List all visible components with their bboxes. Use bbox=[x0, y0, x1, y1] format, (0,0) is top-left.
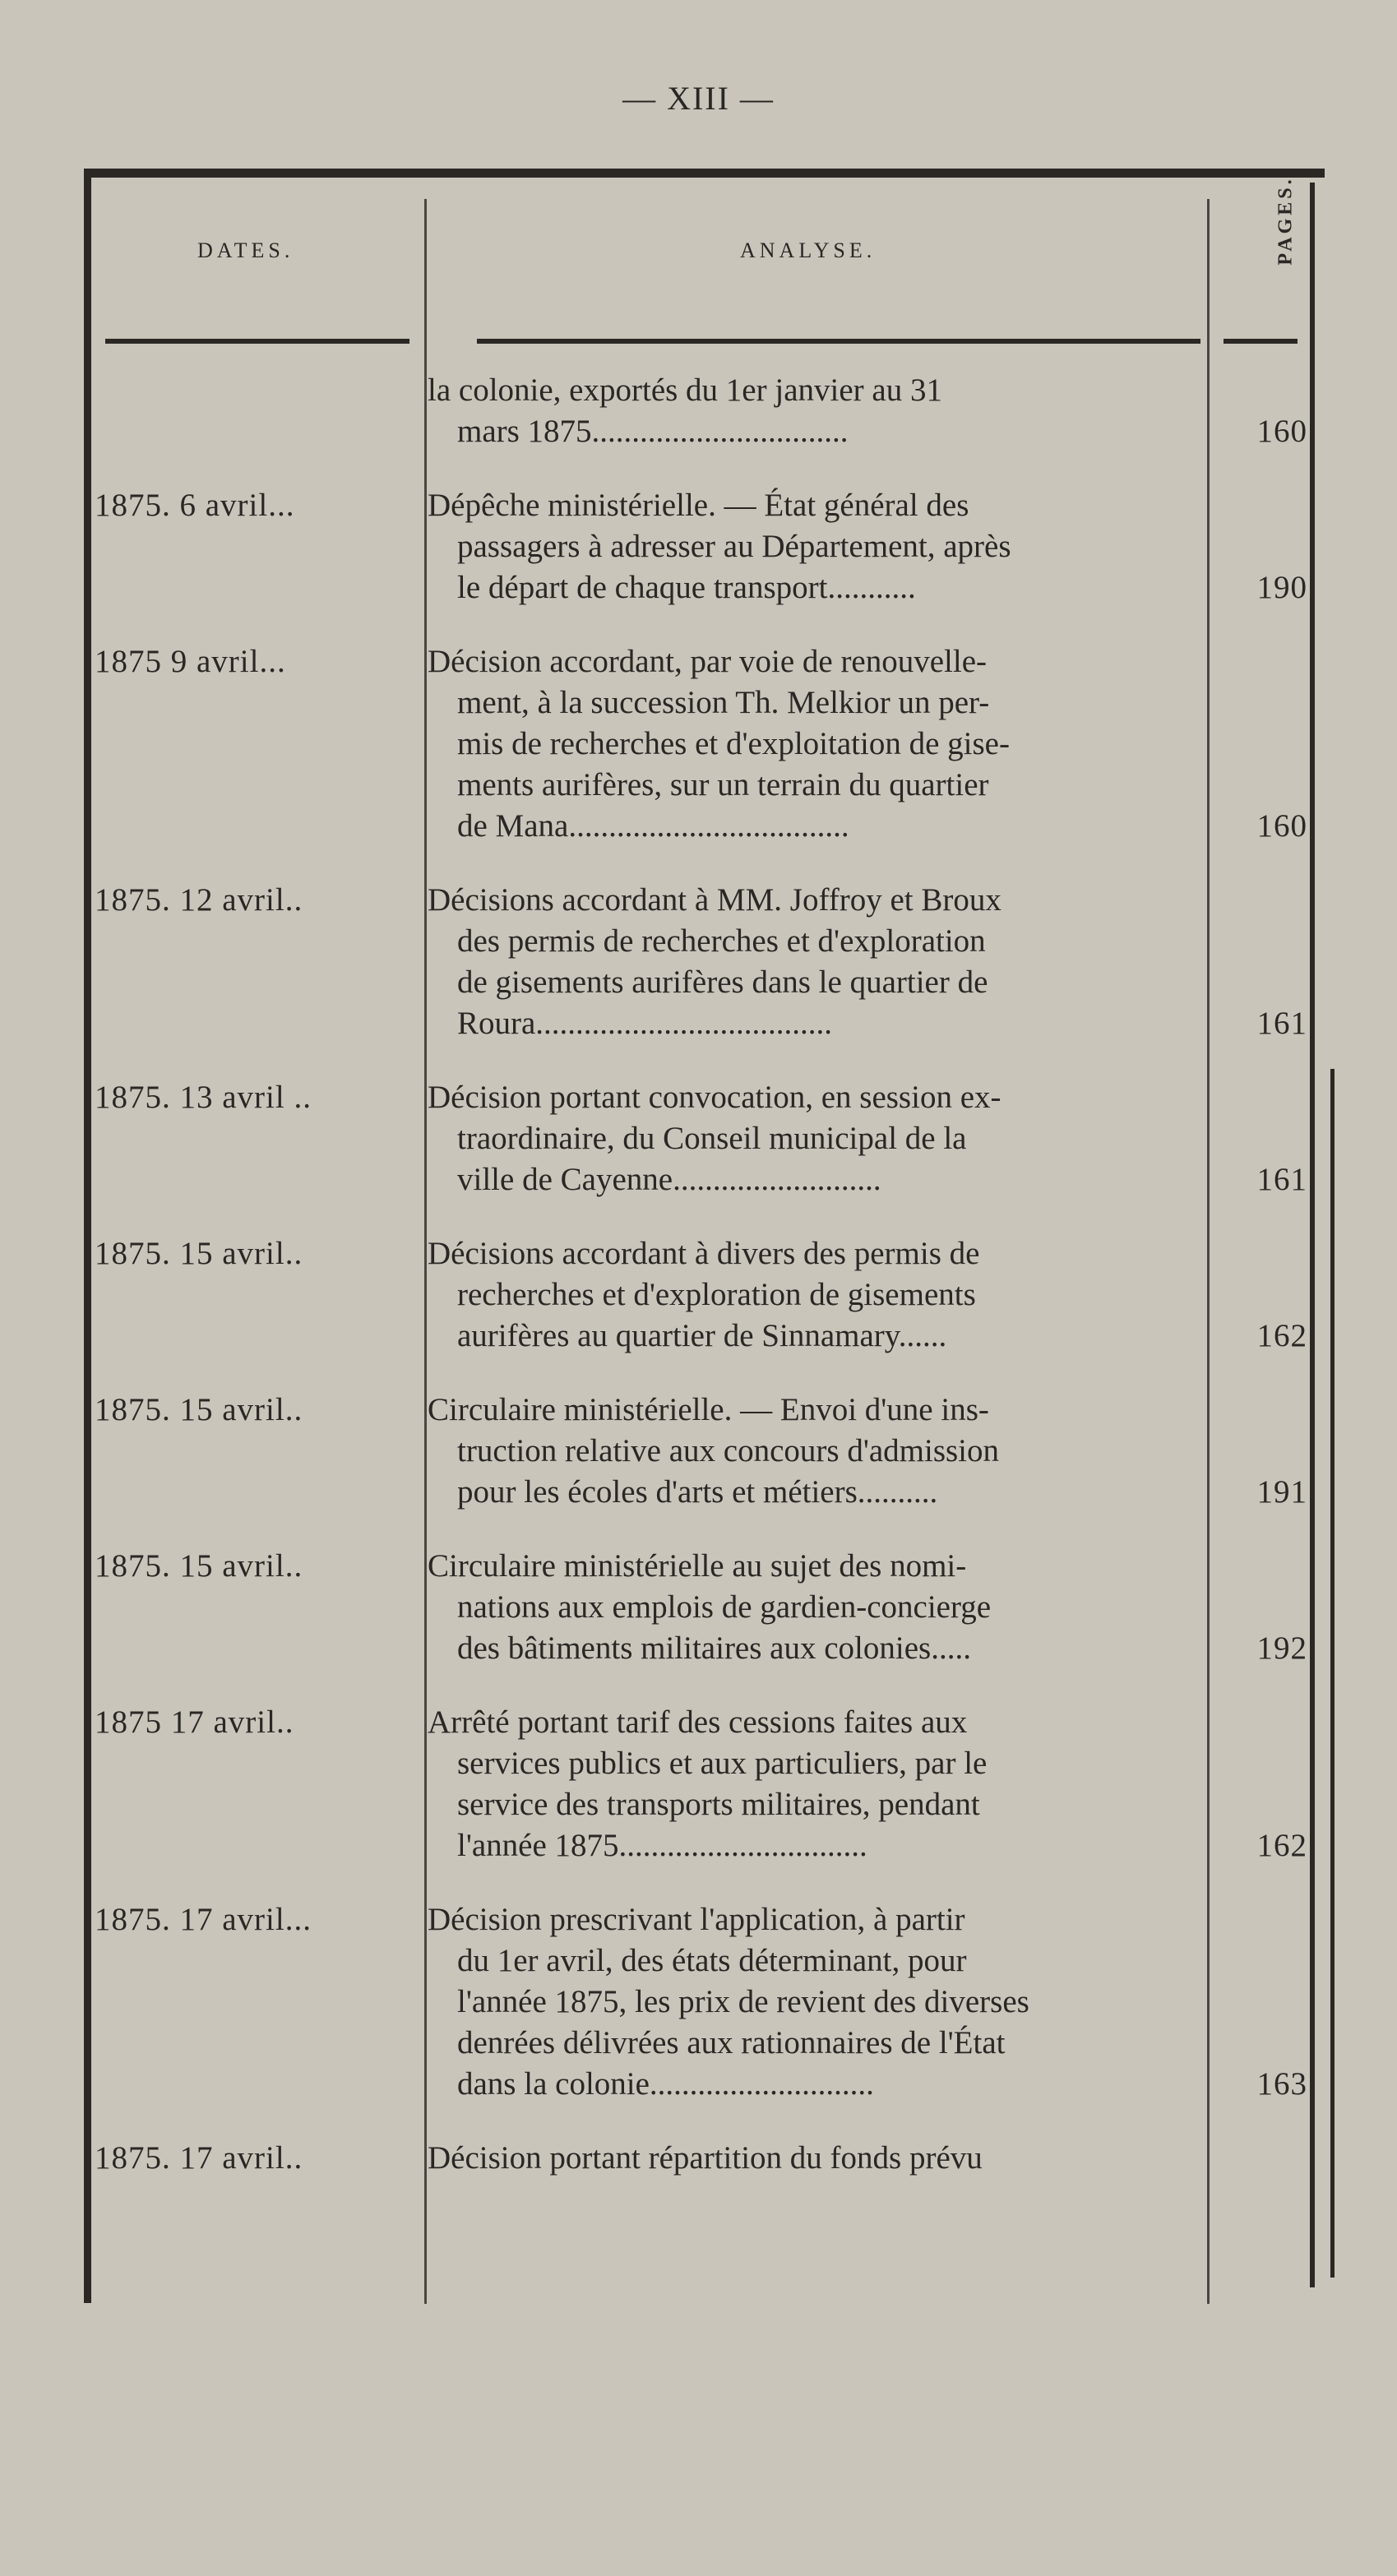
entry-page: 162 bbox=[1256, 1828, 1307, 1863]
entry-row bbox=[0, 641, 1397, 847]
entry-analysis-line: Décision portant répartition du fonds prévu bbox=[428, 2140, 983, 2176]
entry-analysis-line: le départ de chaque transport........... bbox=[457, 570, 916, 605]
entry-analysis-line: services publics et aux particuliers, par le bbox=[457, 1746, 988, 1781]
entry-page: 190 bbox=[1256, 570, 1307, 605]
entry-analysis-line: de Mana................................... bbox=[457, 808, 849, 844]
entry-date: 1875 17 avril.. bbox=[95, 1704, 294, 1740]
entry-analysis-line: de gisements aurifères dans le quartier de bbox=[457, 964, 988, 1000]
entry-analysis-line: Dépêche ministérielle. — État général des bbox=[428, 488, 969, 523]
entry-analysis-line: Décision prescrivant l'application, à partir bbox=[428, 1902, 965, 1937]
entry-date: 1875 9 avril... bbox=[95, 644, 286, 679]
entry-row bbox=[0, 1077, 1397, 1200]
header-pages: PAGES. bbox=[1274, 176, 1297, 266]
entry-analysis-line: Décision portant convocation, en session ex- bbox=[428, 1080, 1001, 1115]
entry-analysis-line: mis de recherches et d'exploitation de gise- bbox=[457, 726, 1010, 761]
entry-analysis-line: du 1er avril, des états déterminant, pour bbox=[457, 1943, 967, 1978]
entry-analysis-line: Circulaire ministérielle au sujet des nomi- bbox=[428, 1548, 967, 1584]
entry-row bbox=[0, 880, 1397, 1044]
entry-analysis-line: passagers à adresser au Département, après bbox=[457, 529, 1011, 564]
entry-analysis-line: dans la colonie............................ bbox=[457, 2066, 874, 2102]
entry-analysis-line: service des transports militaires, pendant bbox=[457, 1787, 980, 1822]
entry-row bbox=[0, 1702, 1397, 1866]
entry-page: 160 bbox=[1256, 414, 1307, 449]
entry-page: 161 bbox=[1256, 1006, 1307, 1041]
entry-analysis-line: Roura..................................... bbox=[457, 1006, 833, 1041]
header-rule-dates bbox=[105, 339, 409, 344]
entry-analysis-line: Circulaire ministérielle. — Envoi d'une ins- bbox=[428, 1392, 989, 1427]
entry-analysis-line: Décision accordant, par voie de renouvelle- bbox=[428, 644, 988, 679]
entry-analysis-line: ments aurifères, sur un terrain du quartier bbox=[457, 767, 989, 802]
header-analyse: ANALYSE. bbox=[740, 238, 877, 262]
entry-analysis bbox=[428, 1899, 1205, 2105]
entry-analysis-line: Arrêté portant tarif des cessions faites aux bbox=[428, 1704, 968, 1740]
entry-analysis bbox=[428, 1233, 1205, 1357]
entry-date: 1875. 6 avril... bbox=[95, 488, 295, 523]
entry-row bbox=[0, 2138, 1397, 2179]
entry-date: 1875. 15 avril.. bbox=[95, 1548, 303, 1584]
entry-row bbox=[0, 1546, 1397, 1669]
entries-list bbox=[0, 370, 1397, 2212]
entry-analysis-line: mars 1875................................ bbox=[457, 414, 849, 449]
entry-analysis-line: Décisions accordant à MM. Joffroy et Broux bbox=[428, 882, 1001, 918]
entry-page: 192 bbox=[1256, 1630, 1307, 1666]
entry-row bbox=[0, 1233, 1397, 1357]
entry-row bbox=[0, 370, 1397, 452]
entry-analysis bbox=[428, 2138, 1205, 2179]
page-number: — XIII — bbox=[622, 80, 775, 117]
entry-analysis-line: des permis de recherches et d'exploration bbox=[457, 923, 986, 959]
entry-analysis bbox=[428, 1546, 1205, 1669]
entry-analysis-line: l'année 1875............................... bbox=[457, 1828, 867, 1863]
entry-page: 161 bbox=[1256, 1162, 1307, 1197]
entry-analysis-line: recherches et d'exploration de gisements bbox=[457, 1277, 976, 1312]
entry-page: 163 bbox=[1256, 2066, 1307, 2102]
entry-analysis-line: des bâtiments militaires aux colonies..... bbox=[457, 1630, 971, 1666]
entry-analysis-line: aurifères au quartier de Sinnamary...... bbox=[457, 1318, 947, 1353]
entry-analysis bbox=[428, 1077, 1205, 1200]
entry-analysis-line: l'année 1875, les prix de revient des diverses bbox=[457, 1984, 1029, 2019]
entry-date: 1875. 13 avril .. bbox=[95, 1080, 312, 1115]
entry-page: 162 bbox=[1256, 1318, 1307, 1353]
entry-analysis bbox=[428, 370, 1205, 452]
entry-date: 1875. 12 avril.. bbox=[95, 882, 303, 918]
entry-date: 1875. 15 avril.. bbox=[95, 1236, 303, 1271]
entry-analysis-line: nations aux emplois de gardien-concierge bbox=[457, 1589, 992, 1625]
entry-analysis-line: truction relative aux concours d'admission bbox=[457, 1433, 1000, 1468]
header-rule-pages bbox=[1224, 339, 1298, 344]
entry-date: 1875. 17 avril.. bbox=[95, 2140, 303, 2176]
header-rule-analyse bbox=[477, 339, 1200, 344]
entry-analysis bbox=[428, 1390, 1205, 1513]
entry-row bbox=[0, 1390, 1397, 1513]
entry-analysis-line: ville de Cayenne.......................... bbox=[457, 1162, 881, 1197]
entry-analysis-line: pour les écoles d'arts et métiers.......... bbox=[457, 1474, 938, 1510]
entry-analysis bbox=[428, 485, 1205, 608]
entry-row bbox=[0, 485, 1397, 608]
entry-page: 191 bbox=[1256, 1474, 1307, 1510]
entry-page: 160 bbox=[1256, 808, 1307, 844]
entry-analysis-line: Décisions accordant à divers des permis de bbox=[428, 1236, 980, 1271]
entry-analysis-line: denrées délivrées aux rationnaires de l'État bbox=[457, 2025, 1006, 2060]
header-dates: DATES. bbox=[197, 238, 294, 262]
entry-analysis-line: traordinaire, du Conseil municipal de la bbox=[457, 1121, 967, 1156]
entry-analysis bbox=[428, 641, 1205, 847]
entry-analysis bbox=[428, 1702, 1205, 1866]
entry-date: 1875. 15 avril.. bbox=[95, 1392, 303, 1427]
entry-date: 1875. 17 avril... bbox=[95, 1902, 312, 1937]
entry-analysis-line: ment, à la succession Th. Melkior un per- bbox=[457, 685, 990, 720]
entry-analysis bbox=[428, 880, 1205, 1044]
entry-analysis-line: la colonie, exportés du 1er janvier au 31 bbox=[428, 372, 942, 408]
entry-row bbox=[0, 1899, 1397, 2105]
